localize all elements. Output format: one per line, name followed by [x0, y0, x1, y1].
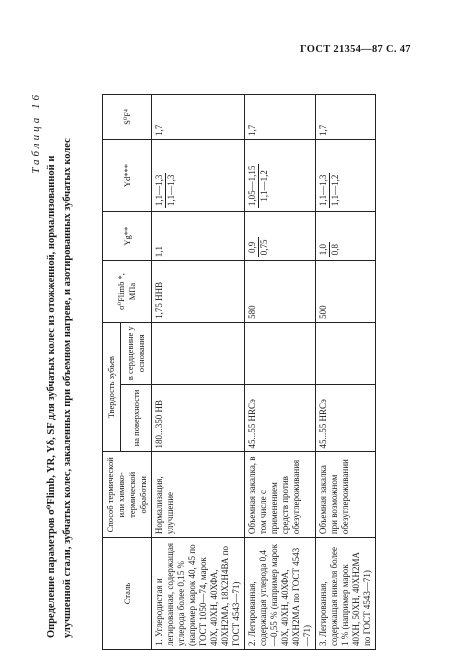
cell-sp: 1,7: [316, 95, 376, 140]
yd-numerator: 1,1—1,3: [154, 174, 164, 207]
cell-surface: 45...55 HRCэ: [245, 384, 316, 452]
cell-steel: 1. Углеродистая и легированная, содержащая углерода более 0,15 % (например марок 40, 45 по ГОСТ 1050—74, марок 40Х, 40ХН, 40ХФА, 40ХН2МА, 18Х2Н4ВА по ГОСТ 4543—71): [152, 538, 245, 650]
cell-yd: [245, 140, 316, 212]
cell-process: Нормализация, улучшение: [152, 452, 245, 538]
yg-fraction: [318, 242, 341, 257]
cell-yg: [245, 212, 316, 261]
col-yd: Yd***: [103, 140, 152, 212]
cell-core: [316, 322, 376, 384]
cell-surface: 180...350 HB: [152, 384, 245, 452]
yd-fraction: [154, 173, 177, 209]
yg-denominator: 0,8: [330, 243, 340, 256]
yd-numerator: 1,05—1,15: [247, 165, 257, 207]
yd-fraction: [318, 173, 341, 209]
cell-sigma: 1,75 HHB: [152, 261, 245, 323]
cell-core: [245, 322, 316, 384]
col-steel: Сталь: [103, 538, 152, 650]
table-caption: Определение параметров σ⁰Flimb, YR, Yδ, SF для зубчатых колес из отожженной, нормализованной и улучшенной стали, зубчатых колес, закаленных при объемном нагреве, и азотированных зубчатых колес: [46, 138, 73, 638]
col-hardness-surface: на поверхности: [121, 384, 152, 452]
cell-sigma: 500: [316, 261, 376, 323]
col-hardness: Твердость зубьев: [103, 322, 121, 452]
col-process: Способ термической или химико-термической обработки: [103, 452, 152, 538]
cell-process: Объемная закалка, в том числе с применением средств против обезуглероживания: [245, 452, 316, 538]
data-table: [102, 94, 376, 650]
cell-yd: [152, 140, 245, 212]
yd-fraction: [247, 164, 270, 209]
cell-steel: 2. Легированная, содержащая углерода 0,4—0,55 % (например марок 40Х, 40ХН, 40ХФА, 40ХН2МА по ГОСТ 4543—71): [245, 538, 316, 650]
yd-denominator: 1,1—1,2: [330, 174, 340, 207]
header-row: [103, 95, 121, 650]
page-header: ГОСТ 21354—87 С. 47: [300, 44, 411, 55]
table-title: Таблица 16: [30, 92, 42, 174]
col-hardness-core: в сердцевине у основания: [121, 322, 152, 384]
cell-yg: 1,1: [152, 212, 245, 261]
cell-sp: 1,7: [152, 95, 245, 140]
col-yg: Yg**: [103, 212, 152, 261]
table-row: [316, 95, 376, 650]
yg-denominator: 0,75: [259, 239, 269, 256]
rotated-page: [30, 90, 430, 650]
cell-process: Объемная закалка при возможном обезуглероживании: [316, 452, 376, 538]
yg-fraction: [247, 237, 270, 257]
cell-surface: 45...55 HRCэ: [316, 384, 376, 452]
cell-yg: [316, 212, 376, 261]
cell-steel: 3. Легированная, содержащая никеля более 1 % (например марок 40ХН, 50ХН, 40ХН2МА по ГОСТ 4543—71): [316, 538, 376, 650]
cell-sp: 1,7: [245, 95, 316, 140]
cell-sigma: 580: [245, 261, 316, 323]
yd-denominator: 1,1—1,2: [259, 170, 269, 202]
table-row: [245, 95, 316, 650]
yg-numerator: 0,9: [247, 237, 259, 257]
yd-numerator: 1,1—1,3: [318, 174, 328, 207]
yg-numerator: 1,0: [318, 243, 328, 256]
col-sigma: σ⁰Flimb *, МПа: [103, 261, 152, 323]
cell-yd: [316, 140, 376, 212]
cell-core: [152, 322, 245, 384]
col-sp: S⁰F⁴: [103, 95, 152, 140]
yd-denominator: 1,1—1,3: [166, 174, 176, 207]
table-row: [152, 95, 245, 650]
